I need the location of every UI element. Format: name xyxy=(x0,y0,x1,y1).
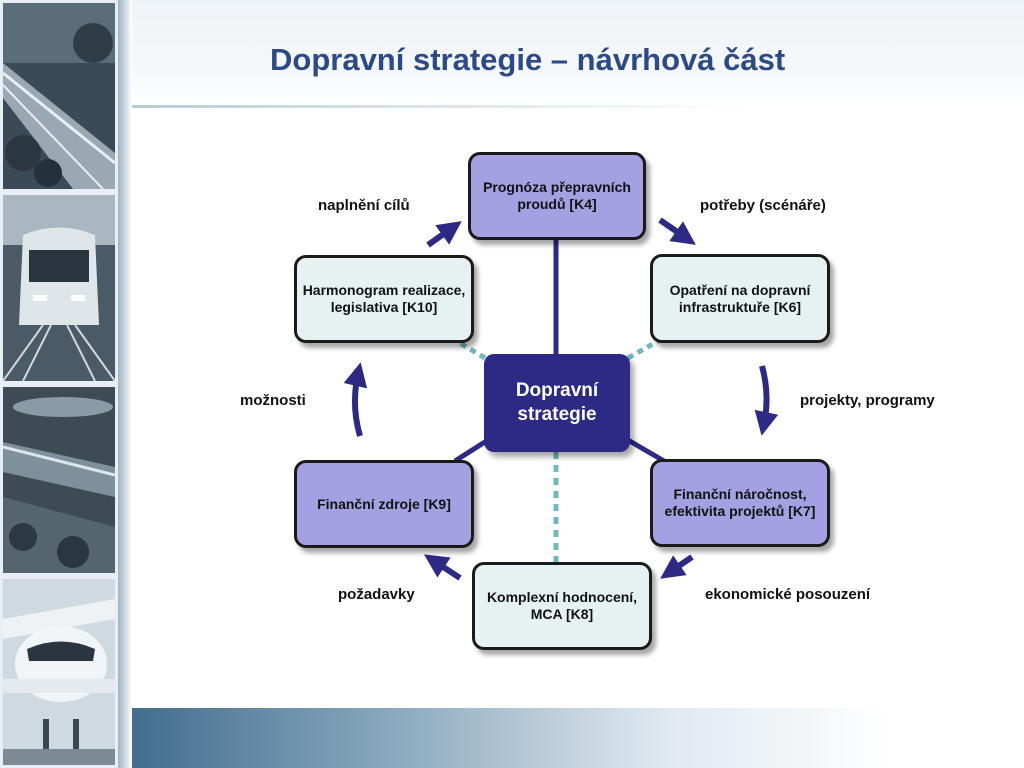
node-k8-komplexni-hodnoceni xyxy=(472,562,652,650)
connector-center-k6 xyxy=(628,340,660,358)
arrow-k7-k8 xyxy=(670,557,692,572)
edge-label-ekonomicke-posouzeni: ekonomické posouzení xyxy=(705,586,871,603)
node-k9-financni-zdroje xyxy=(294,460,474,548)
connector-center-k9 xyxy=(455,440,488,461)
arrow-k4-k6 xyxy=(660,220,686,238)
edge-label-moznosti: možnosti xyxy=(240,392,306,409)
arrow-k9-k10 xyxy=(355,374,360,436)
node-k6-opatreni xyxy=(650,254,830,343)
center-node-label: Dopravní strategie xyxy=(515,380,599,425)
node-k7-financni-narocnost xyxy=(650,459,830,547)
node-k8-label: Komplexní hodnocení, MCA [K8] xyxy=(486,589,638,622)
arrow-k6-k7 xyxy=(762,366,767,424)
connector-center-k7 xyxy=(628,440,664,461)
connector-center-k10 xyxy=(460,343,485,358)
node-k4-label: Prognóza přepravních proudů [K4] xyxy=(483,179,631,212)
page-title: Dopravní strategie – návrhová část xyxy=(270,42,786,77)
node-k4-prognoza xyxy=(468,152,646,240)
node-k7-label: Finanční náročnost, efektivita projektů [K7] xyxy=(664,486,816,519)
edge-label-potreby: potřeby (scénáře) xyxy=(700,197,826,214)
edge-label-naplneni-cilu: naplnění cílů xyxy=(318,197,410,214)
edge-label-pozadavky: požadavky xyxy=(338,586,415,603)
node-k9-label: Finanční zdroje [K9] xyxy=(317,495,451,512)
arrow-k8-k9 xyxy=(434,561,460,578)
node-k10-label: Harmonogram realizace, legislativa [K10] xyxy=(302,282,466,315)
node-k6-label: Opatření na dopravní infrastruktuře [K6] xyxy=(669,281,811,315)
arrow-k10-k4 xyxy=(428,228,452,245)
node-k10-harmonogram xyxy=(294,255,474,343)
edge-label-projekty-programy: projekty, programy xyxy=(800,392,935,409)
center-node-dopravni-strategie xyxy=(484,354,630,452)
